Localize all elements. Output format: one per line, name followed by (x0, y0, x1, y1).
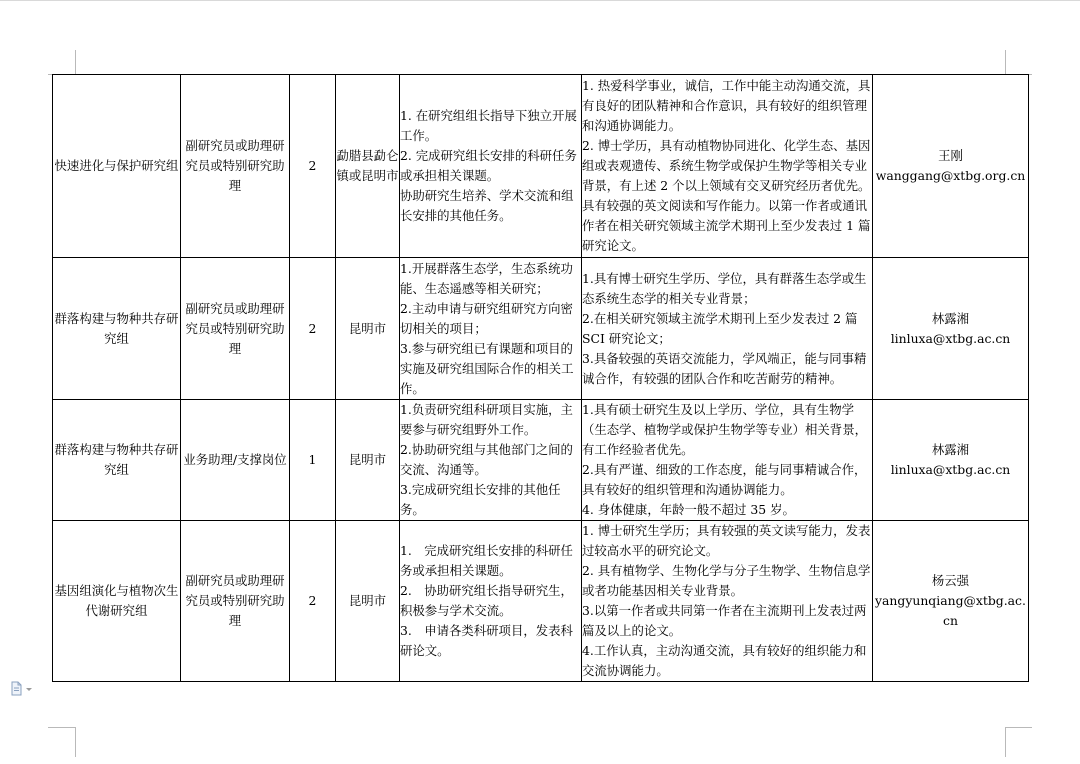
requirements-cell (582, 521, 873, 682)
duty-item: 1. 完成研究组长安排的科研任务或承担相关课题。 (400, 543, 573, 578)
duties-cell (400, 75, 582, 258)
crop-mark-top-left-v (75, 50, 76, 75)
requirements-cell (582, 258, 873, 400)
position-cell: 副研究员或助理研究员或特别研究助理 (181, 258, 290, 400)
requirements-cell (582, 75, 873, 258)
contact-name: 王刚 (938, 148, 963, 163)
contact-cell (873, 521, 1029, 682)
position-cell: 副研究员或助理研究员或特别研究助理 (181, 75, 290, 258)
position-cell: 副研究员或助理研究员或特别研究助理 (181, 521, 290, 682)
requirements-cell (582, 400, 873, 521)
duties-cell (400, 258, 582, 400)
contact-name: 林露湘 (931, 310, 970, 326)
table-row (53, 258, 1029, 400)
requirement-item: 3.以第一作者或共同第一作者在主流期刊上发表过两篇及以上的论文。 (582, 603, 867, 638)
duty-item: 2.协助研究组与其他部门之间的交流、沟通等。 (400, 442, 573, 477)
headcount-cell: 2 (290, 258, 336, 400)
duty-item: 2.主动申请与研究组研究方向密切相关的项目； (400, 300, 573, 336)
crop-mark-bottom-right-v (1005, 727, 1006, 757)
duty-item: 1. 在研究组组长指导下独立开展工作。 (400, 108, 577, 143)
crop-mark-bottom-right-h (1005, 727, 1032, 728)
contact-email[interactable]: linluxa@xtbg.ac.cn (890, 462, 1011, 477)
contact-cell (873, 258, 1029, 400)
research-group-cell: 快速进化与保护研究组 (53, 75, 181, 258)
contact-email[interactable]: linluxa@xtbg.ac.cn (890, 330, 1011, 346)
table-row (53, 521, 1029, 682)
crop-mark-bottom-left-v (75, 727, 76, 757)
requirement-item: 4. 身体健康，年龄一般不超过 35 岁。 (582, 502, 795, 517)
duty-item: 3. 申请各类科研项目，发表科研论文。 (400, 623, 573, 658)
location-cell: 勐腊县勐仑镇或昆明市 (336, 75, 400, 258)
headcount-cell: 1 (290, 400, 336, 521)
table-row (53, 400, 1029, 521)
requirement-item: 4.工作认真，主动沟通交流，具有较好的组织能力和交流协调能力。 (582, 643, 867, 678)
requirement-item: 具有较强的英文阅读和写作能力。以第一作者或通讯作者在相关研究领域主流学术期刊上至少发表过 1 篇研究论文。 (582, 198, 871, 253)
recruitment-table (52, 74, 1029, 682)
contact-cell (873, 400, 1029, 521)
headcount-cell: 2 (290, 75, 336, 258)
contact-name: 林露湘 (931, 442, 970, 457)
duty-item: 3.完成研究组长安排的其他任务。 (400, 482, 561, 517)
headcount-cell: 2 (290, 521, 336, 682)
duty-item: 1.开展群落生态学，生态系统功能、生态遥感等相关研究； (400, 260, 573, 296)
document-options-icon[interactable] (10, 681, 36, 697)
requirement-item: 2.在相关研究领域主流学术期刊上至少发表过 2 篇 SCI 研究论文； (582, 310, 858, 346)
location-cell: 昆明市 (336, 521, 400, 682)
requirement-item: 2. 博士学历，具有动植物协同进化、化学生态、基因组或表观遗传、系统生物学或保护生物学等相关专业背景，有上述 2 个以上领域有交叉研究经历者优先。 (582, 138, 871, 193)
duty-item: 协助研究生培养、学术交流和组长安排的其他任务。 (400, 188, 574, 223)
location-cell: 昆明市 (336, 258, 400, 400)
requirement-item: 3.具备较强的英语交流能力，学风端正，能与同事精诚合作，有较强的团队合作和吃苦耐劳的精神。 (582, 350, 867, 386)
requirement-item: 1. 博士研究生学历；具有较强的英文读写能力，发表过较高水平的研究论文。 (582, 523, 871, 558)
position-cell: 业务助理/支撑岗位 (181, 400, 290, 521)
contact-name: 杨云强 (931, 573, 970, 588)
crop-mark-bottom-left-h (48, 727, 75, 728)
page-top-edge (0, 0, 1080, 1)
contact-email[interactable]: yangyunqiang@xtbg.ac.cn (875, 593, 1026, 628)
requirement-item: 1.具有博士研究生学历、学位，具有群落生态学或生态系统生态学的相关专业背景； (582, 270, 867, 306)
contact-cell (873, 75, 1029, 258)
table-row (53, 75, 1029, 258)
contact-email[interactable]: wanggang@xtbg.org.cn (875, 168, 1026, 183)
duty-item: 2. 协助研究组长指导研究生，积极参与学术交流。 (400, 583, 573, 618)
duties-cell (400, 400, 582, 521)
requirement-item: 1. 热爱科学事业，诚信，工作中能主动沟通交流，具有良好的团队精神和合作意识，具有较好的组织管理和沟通协调能力。 (582, 78, 871, 133)
requirement-item: 1.具有硕士研究生及以上学历、学位，具有生物学（生态学、植物学或保护生物学等专业）相关背景，有工作经验者优先。 (582, 402, 867, 457)
requirement-item: 2.具有严谨、细致的工作态度，能与同事精诚合作，具有较好的组织管理和沟通协调能力。 (582, 462, 867, 497)
research-group-cell: 群落构建与物种共存研究组 (53, 400, 181, 521)
requirement-item: 2. 具有植物学、生物化学与分子生物学、生物信息学或者功能基因相关专业背景。 (582, 563, 871, 598)
research-group-cell: 群落构建与物种共存研究组 (53, 258, 181, 400)
duty-item: 2. 完成研究组长安排的科研任务或承担相关课题。 (400, 148, 577, 183)
location-cell: 昆明市 (336, 400, 400, 521)
duties-cell (400, 521, 582, 682)
duty-item: 3.参与研究组已有课题和项目的实施及研究组国际合作的相关工作。 (400, 340, 574, 396)
crop-mark-top-right-v (1005, 50, 1006, 75)
duty-item: 1.负责研究组科研项目实施，主要参与研究组野外工作。 (400, 402, 573, 437)
research-group-cell: 基因组演化与植物次生代谢研究组 (53, 521, 181, 682)
